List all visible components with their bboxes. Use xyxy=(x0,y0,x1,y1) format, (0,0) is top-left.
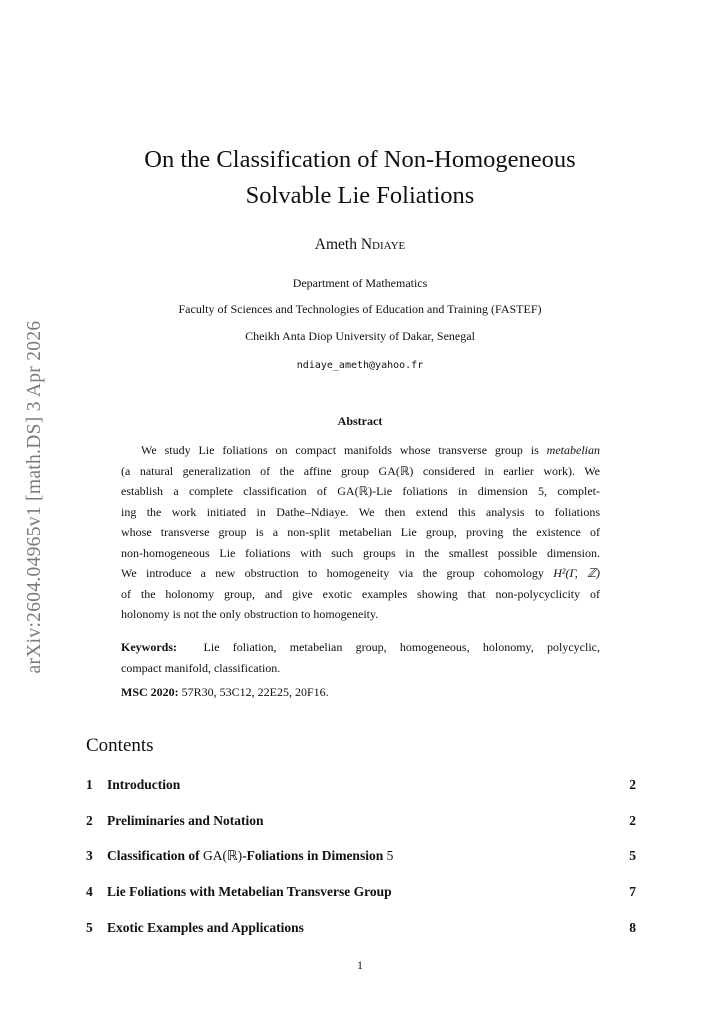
keywords xyxy=(121,637,600,678)
abstract-line: of the holonomy group, and give exotic examples showing that non-polycyclicity of xyxy=(121,586,600,601)
toc-entry-metabelian[interactable] xyxy=(86,884,636,902)
title-line-2: Solvable Lie Foliations xyxy=(245,182,475,209)
cohomology-formula: H²(Γ, ℤ) xyxy=(553,566,600,580)
keywords-label: Keywords: xyxy=(121,640,177,654)
abstract-line: ing the work initiated in Dathe–Ndiaye. We then extend this analysis to foliations xyxy=(121,504,600,519)
abstract-emphasis: metabelian xyxy=(546,443,600,457)
toc-title: Lie Foliations with Metabelian Transverse Group xyxy=(107,884,392,899)
toc-number: 4 xyxy=(86,884,93,899)
toc-entry-introduction[interactable] xyxy=(86,777,636,795)
msc-label: MSC 2020: xyxy=(121,685,179,699)
abstract-line xyxy=(121,563,600,584)
toc-page-number: 2 xyxy=(629,813,636,828)
toc-number: 5 xyxy=(86,920,93,935)
toc-math: 5 xyxy=(386,848,394,863)
title-line-1: On the Classification of Non-Homogeneous xyxy=(144,146,576,173)
toc-number: 2 xyxy=(86,813,93,828)
paper-title xyxy=(60,142,660,214)
msc-text: 57R30, 53C12, 22E25, 20F16. xyxy=(181,685,329,699)
abstract-heading: Abstract xyxy=(337,414,383,428)
toc-page-number: 5 xyxy=(629,848,636,863)
abstract-line: (a natural generalization of the affine group GA(ℝ) considered in earlier work). We xyxy=(121,463,600,478)
abstract-body xyxy=(121,440,600,625)
toc-entry-classification[interactable] xyxy=(86,848,636,866)
keywords-line xyxy=(121,637,600,658)
page-number: 1 xyxy=(357,958,363,972)
abstract-text: We introduce a new obstruction to homogeneity via the group cohomology xyxy=(121,566,554,580)
contents-heading: Contents xyxy=(86,735,154,756)
toc-number: 1 xyxy=(86,777,93,792)
toc-title-part: Classification of xyxy=(107,848,203,863)
toc-page-number: 2 xyxy=(629,777,636,792)
university: Cheikh Anta Diop University of Dakar, Senegal xyxy=(245,329,475,343)
author-email[interactable]: ndiaye_ameth@yahoo.fr xyxy=(296,360,424,371)
department: Department of Mathematics xyxy=(292,276,428,290)
arxiv-stamp-text: arXiv:2604.04965v1 [math.DS] 3 Apr 2026 xyxy=(24,320,45,674)
keywords-text: Lie foliation, metabelian group, homogeneous, holonomy, polycyclic, xyxy=(203,640,600,654)
toc-page-number: 8 xyxy=(629,920,636,935)
toc-title-part: -Foliations in Dimension xyxy=(242,848,387,863)
toc-entry-preliminaries[interactable] xyxy=(86,813,636,831)
toc-title: Preliminaries and Notation xyxy=(107,813,264,828)
keywords-line: compact manifold, classification. xyxy=(121,660,281,675)
abstract-line: whose transverse group is a non-split metabelian Lie group, proving the existence of xyxy=(121,525,600,539)
author-last-name: Ndiaye xyxy=(360,236,406,253)
msc-classification xyxy=(121,685,600,700)
toc-title xyxy=(107,848,393,864)
abstract-line: holonomy is not the only obstruction to homogeneity. xyxy=(121,607,379,621)
abstract-text: We study Lie foliations on compact manifolds whose transverse group is xyxy=(141,443,547,457)
toc-number: 3 xyxy=(86,848,93,863)
author-first-name: Ameth xyxy=(314,236,357,253)
toc-page-number: 7 xyxy=(629,884,636,899)
toc-math: GA(ℝ) xyxy=(203,848,243,863)
toc-title: Exotic Examples and Applications xyxy=(107,920,304,935)
author xyxy=(60,236,660,254)
abstract-line xyxy=(121,440,600,461)
faculty: Faculty of Sciences and Technologies of Education and Training (FASTEF) xyxy=(178,302,542,316)
toc-entry-exotic-examples[interactable] xyxy=(86,920,636,938)
abstract-line: non-homogeneous Lie foliations with such groups in the smallest possible dimension. xyxy=(121,545,600,560)
toc-title: Introduction xyxy=(107,777,181,792)
abstract-line: establish a complete classification of GA(ℝ)-Lie foliations in dimension 5, complet- xyxy=(121,484,600,498)
